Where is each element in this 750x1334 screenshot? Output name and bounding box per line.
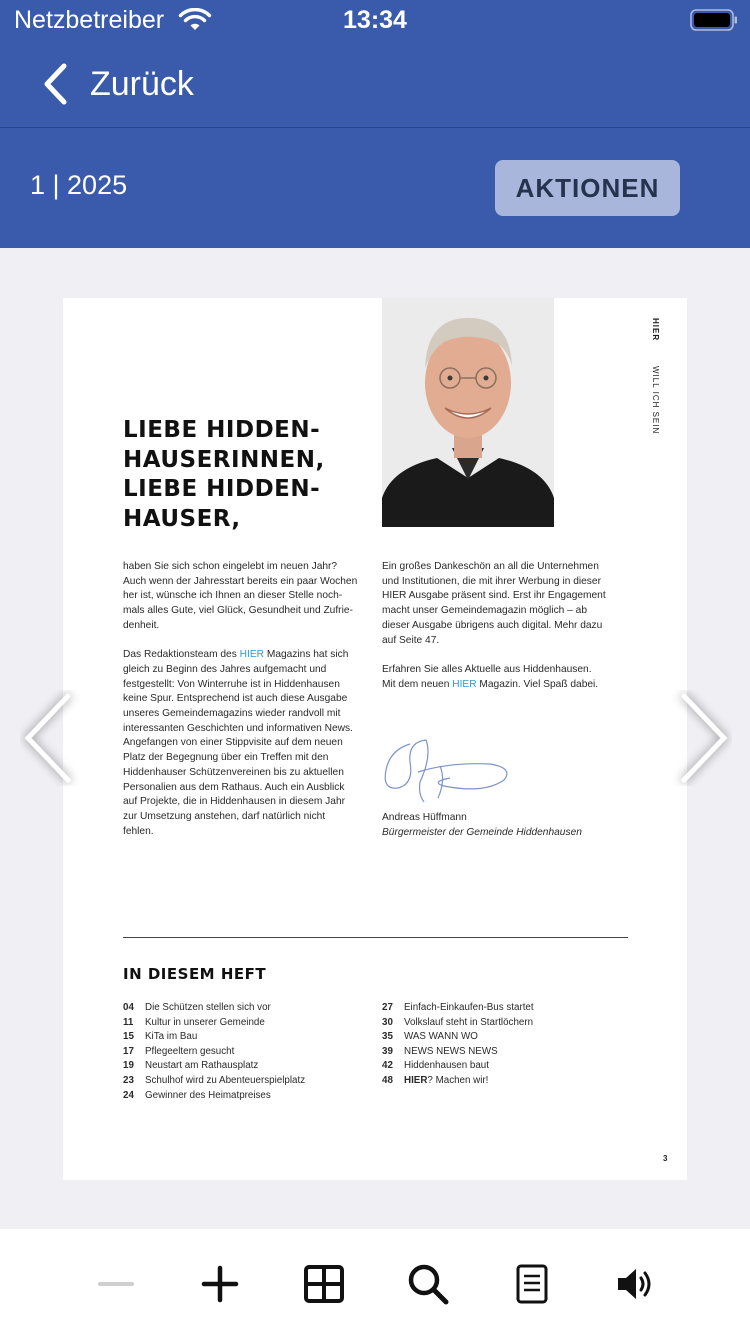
toc-page-number: 35 xyxy=(382,1031,393,1043)
toc-item-title xyxy=(404,1074,488,1089)
toc-left-list xyxy=(123,1001,363,1103)
toc-item[interactable] xyxy=(123,1001,363,1016)
signer-role: Bürgermeister der Gemeinde Hiddenhausen xyxy=(382,827,582,838)
speaker-icon[interactable] xyxy=(614,1262,658,1306)
toc-item[interactable] xyxy=(382,1001,622,1016)
top-bar xyxy=(0,0,750,248)
toc-item-title-rest: ? Machen wir! xyxy=(427,1074,489,1086)
text: Das Redaktionsteam des xyxy=(123,649,240,661)
zoom-out-icon[interactable] xyxy=(94,1262,138,1306)
paragraph: Ein großes Dankeschön an all die Unternehmen und Institutionen, die mit ihrer Werbung in dieser HIER Ausgabe präsent sind. Erst ihr Engagement macht unser Gemeindemagazin möglich – ab dieser Ausgabe übrigens auch digital. Mehr dazu auf Seite 47. xyxy=(382,561,606,646)
back-button[interactable] xyxy=(40,60,194,108)
toc-page-number: 19 xyxy=(123,1060,134,1072)
mayor-portrait xyxy=(382,298,554,527)
back-label: Zurück xyxy=(90,64,194,103)
toc-item-title: NEWS NEWS NEWS xyxy=(404,1045,498,1057)
highlight-text: HIER xyxy=(452,678,477,690)
status-time: 13:34 xyxy=(343,6,407,34)
toc-item[interactable] xyxy=(123,1089,363,1104)
highlight-text: HIER xyxy=(239,649,264,661)
toc-item[interactable] xyxy=(123,1074,363,1089)
toc-item-title: KiTa im Bau xyxy=(145,1031,198,1043)
toc-page-number: 42 xyxy=(382,1060,393,1072)
chevron-left-icon xyxy=(40,62,70,106)
grid-view-icon[interactable] xyxy=(302,1262,346,1306)
article-right-column xyxy=(382,560,632,707)
signer-name: Andreas Hüffmann xyxy=(382,812,467,823)
toc-item[interactable] xyxy=(123,1045,363,1060)
toc-item-title: Schulhof wird zu Abenteuerspielplatz xyxy=(145,1074,306,1086)
carrier-name: Netzbetreiber xyxy=(14,6,165,34)
signer-block xyxy=(382,810,582,840)
zoom-in-icon[interactable] xyxy=(198,1262,242,1306)
actions-button[interactable]: AKTIONEN xyxy=(495,160,680,216)
toc-item[interactable] xyxy=(123,1016,363,1031)
toc-item[interactable] xyxy=(123,1059,363,1074)
search-icon[interactable] xyxy=(406,1262,450,1306)
brand-vertical xyxy=(649,318,665,438)
brand-logo: HIER xyxy=(651,318,660,342)
bottom-toolbar xyxy=(0,1229,750,1334)
page-headline: LIEBE HIDDEN- HAUSERINNEN, LIEBE HIDDEN- HAUSER, xyxy=(123,417,325,532)
text: Magazins hat sich gleich zu Beginn des Jahres aufgemacht und festgestellt: Von Winterruhe ist in Hiddenhausen keine Spur. Entsprechend ist auch diese Ausgabe unseres Gemeindemagazins wieder randvoll mit interessanten Geschichten und informativen News. Angefangen von einer Stippvisite auf dem neuen Platz der Begegnung über ein Treffen mit den Hiddenhauser Schützenvereinen bis zu aktuellen Personalien aus dem Rathaus. Auch ein Ausblick auf Projekte, die in Hiddenhausen in diesem Jahr zur Umsetzung anstehen, darf natürlich nicht fehlen. xyxy=(123,649,353,837)
battery-icon xyxy=(690,8,738,32)
toc-item-title: Neustart am Rathausplatz xyxy=(145,1060,259,1072)
toc-right-list xyxy=(382,1001,622,1089)
brand-tagline: WILL ICH SEIN xyxy=(651,366,660,435)
toc-page-number: 23 xyxy=(123,1074,134,1086)
page-number: 3 xyxy=(663,1154,668,1163)
toc-item-title: Pflegeeltern gesucht xyxy=(145,1045,235,1057)
next-page-arrow[interactable] xyxy=(672,690,732,786)
article-left-column xyxy=(123,560,373,854)
toc-item-title: Volkslauf steht in Startlöchern xyxy=(404,1016,534,1028)
toc-item-title: Gewinner des Heimatpreises xyxy=(145,1089,271,1101)
toc-page-number: 17 xyxy=(123,1045,134,1057)
paragraph: haben Sie sich schon eingelebt im neuen Jahr? Auch wenn der Jahresstart bereits ein paar Wochen her ist, wünsche ich Ihnen an dieser Stelle noch- mals alles Gute, viel Glück, Gesundheit und Zufrie- denheit. xyxy=(123,561,358,631)
toc-item[interactable] xyxy=(382,1030,622,1045)
toc-page-number: 04 xyxy=(123,1002,134,1013)
text: Magazin. Viel Spaß dabei. xyxy=(476,678,599,690)
toc-item[interactable] xyxy=(123,1030,363,1045)
previous-page-arrow[interactable] xyxy=(20,690,80,786)
divider xyxy=(123,937,628,938)
toc-page-number: 27 xyxy=(382,1002,393,1013)
toc-item-title: WAS WANN WO xyxy=(404,1031,478,1043)
toc-page-number: 48 xyxy=(382,1074,393,1086)
magazine-page[interactable] xyxy=(63,298,687,1180)
toc-item[interactable] xyxy=(382,1016,622,1031)
toc-item[interactable] xyxy=(382,1045,622,1060)
signature xyxy=(380,736,515,808)
toc-page-number: 24 xyxy=(123,1089,134,1101)
status-bar xyxy=(0,0,750,40)
toc-item-title: Einfach-Einkaufen-Bus startet xyxy=(404,1002,534,1013)
toc-item[interactable] xyxy=(382,1059,622,1074)
toc-item-title: Die Schützen stellen sich vor xyxy=(145,1002,271,1013)
toc-item-title: Hiddenhausen baut xyxy=(404,1060,489,1072)
toc-item-title-bold: HIER xyxy=(404,1074,428,1086)
toc-item-title: Kultur in unserer Gemeinde xyxy=(145,1016,265,1028)
paragraph xyxy=(123,648,373,839)
issue-label: 1 | 2025 xyxy=(30,170,128,200)
toc-page-number: 15 xyxy=(123,1031,134,1043)
text-view-icon[interactable] xyxy=(510,1262,554,1306)
toc-page-number: 11 xyxy=(123,1016,134,1028)
text: Erfahren Sie alles Aktuelle aus Hiddenhausen. Mit dem neuen xyxy=(382,663,592,690)
navigation-bar xyxy=(0,40,750,128)
toc-page-number: 39 xyxy=(382,1045,393,1057)
toc-item[interactable] xyxy=(382,1074,622,1089)
paragraph xyxy=(382,663,632,692)
toc-title: IN DIESEM HEFT xyxy=(123,965,267,983)
toc-page-number: 30 xyxy=(382,1016,393,1028)
